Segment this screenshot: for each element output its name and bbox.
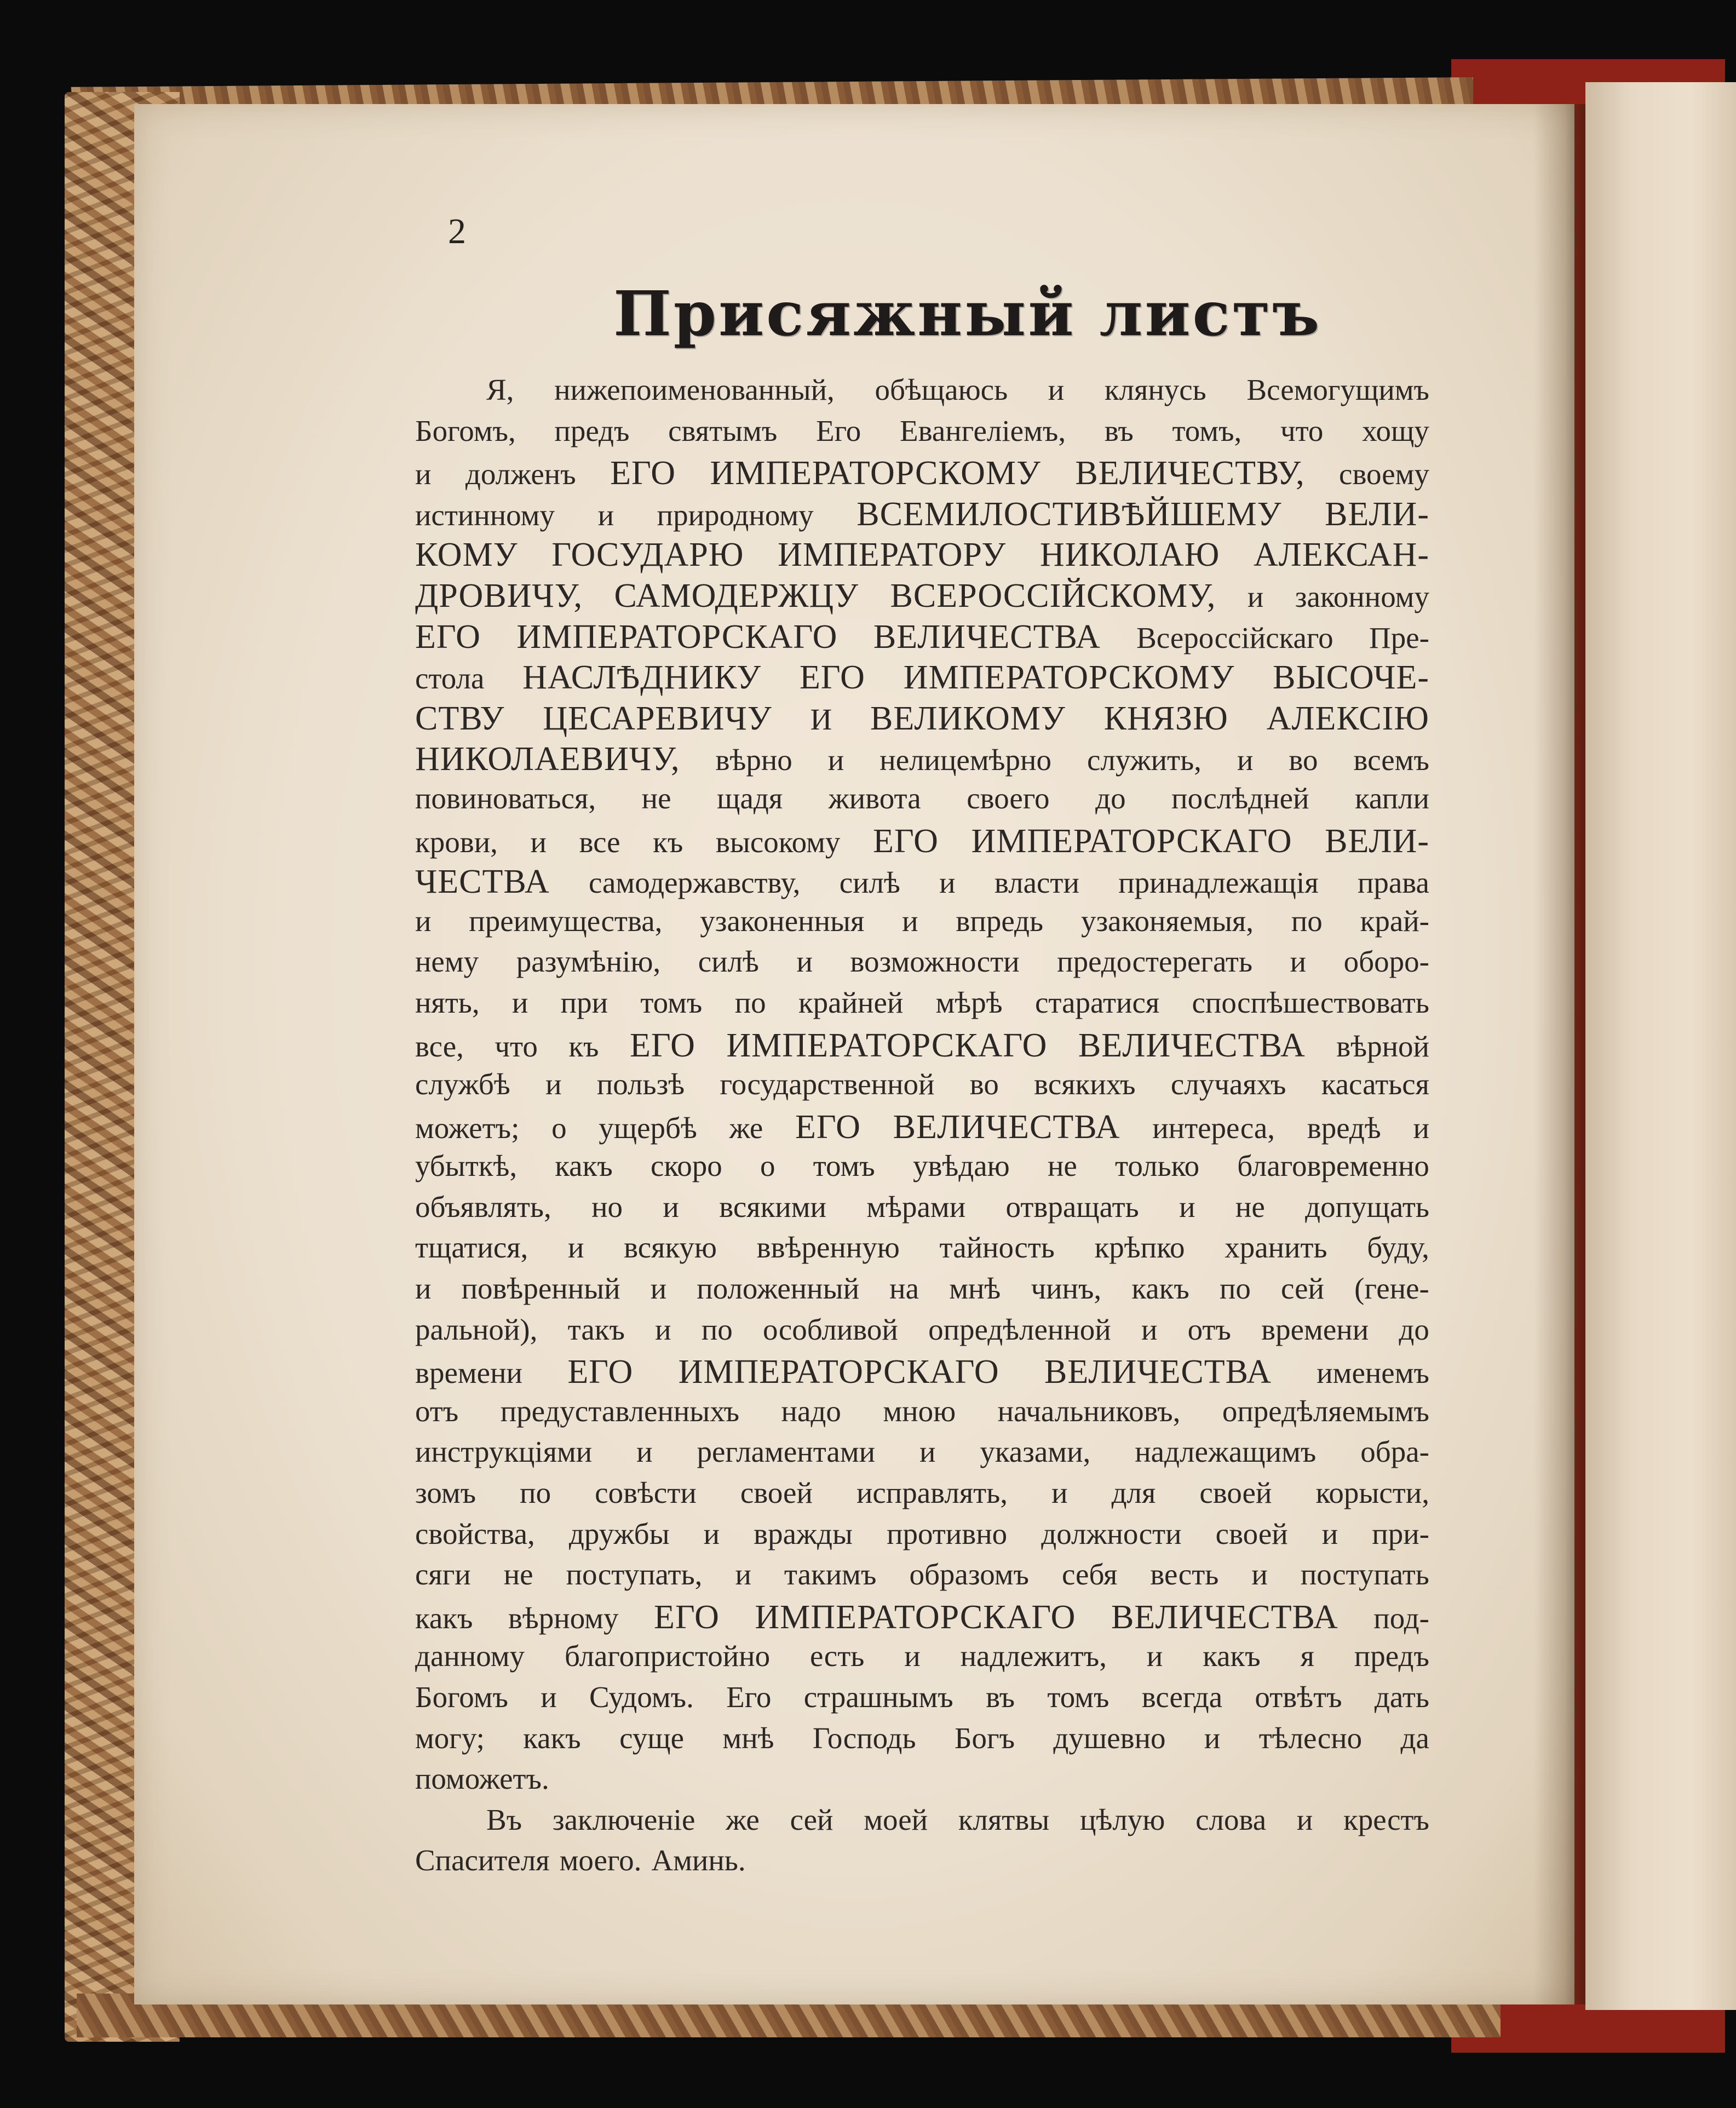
text-line: отъ предуставленныхъ надо мною начальниковъ, опредѣляемымъ bbox=[415, 1394, 1429, 1428]
text-line: тщатися, и всякую ввѣренную тайность крѣпко хранить буду, bbox=[415, 1231, 1429, 1265]
text-line: объявлять, но и всякими мѣрами отвращать и не допущать bbox=[415, 1190, 1429, 1224]
text-line: и преимущества, узаконенныя и впредь узаконяемыя, по край- bbox=[415, 904, 1429, 938]
text-line: службѣ и пользѣ государственной во всякихъ случаяхъ касаться bbox=[415, 1067, 1429, 1101]
text-line: и долженъ ЕГО ИМПЕРАТОРСКОМУ ВЕЛИЧЕСТВУ, своему bbox=[415, 455, 1429, 492]
text-line: ЕГО ИМПЕРАТОРСКАГО ВЕЛИЧЕСТВА Всероссійскаго Пре- bbox=[415, 618, 1429, 656]
text-line: крови, и все къ высокому ЕГО ИМПЕРАТОРСКАГО ВЕЛИ- bbox=[415, 822, 1429, 860]
text-line: Спасителя моего. Аминь. bbox=[415, 1843, 746, 1877]
text-line: стола НАСЛѢДНИКУ ЕГО ИМПЕРАТОРСКОМУ ВЫСОЧЕ- bbox=[415, 659, 1429, 697]
text-line: и повѣренный и положенный на мнѣ чинъ, какъ по сей (гене- bbox=[415, 1272, 1429, 1306]
text-line: сяги не поступать, и такимъ образомъ себя весть и поступать bbox=[415, 1558, 1429, 1592]
text-line: данному благопристойно есть и надлежитъ, и какъ я предъ bbox=[415, 1639, 1429, 1673]
text-line: ДРОВИЧУ, САМОДЕРЖЦУ ВСЕРОССІЙСКОМУ, и законному bbox=[415, 577, 1429, 614]
text-line: Я, нижепоименованный, обѣщаюсь и клянусь Всемогущимъ bbox=[486, 373, 1429, 406]
text-line: Богомъ, предъ святымъ Его Евангеліемъ, въ томъ, что хощу bbox=[415, 413, 1429, 447]
page-title: Присяжный листъ bbox=[613, 278, 1322, 350]
text-line: зомъ по совѣсти своей исправлять, и для своей корысти, bbox=[415, 1476, 1429, 1510]
text-line: инструкціями и регламентами и указами, надлежащимъ обра- bbox=[415, 1435, 1429, 1469]
page-number: 2 bbox=[448, 211, 466, 251]
text-line: можетъ; о ущербѣ же ЕГО ВЕЛИЧЕСТВА интереса, вредѣ и bbox=[415, 1108, 1429, 1146]
text-line: времени ЕГО ИМПЕРАТОРСКАГО ВЕЛИЧЕСТВА именемъ bbox=[415, 1353, 1429, 1391]
text-line: истинному и природному ВСЕМИЛОСТИВѢЙШЕМУ ВЕЛИ- bbox=[415, 495, 1429, 533]
text-line: нему разумѣнію, силѣ и возможности предостерегать и оборо- bbox=[415, 945, 1429, 979]
page-gutter-shadow bbox=[1533, 104, 1585, 2004]
text-line: КОМУ ГОСУДАРЮ ИМПЕРАТОРУ НИКОЛАЮ АЛЕКСАН- bbox=[415, 536, 1429, 574]
text-line: какъ вѣрному ЕГО ИМПЕРАТОРСКАГО ВЕЛИЧЕСТВА под- bbox=[415, 1598, 1429, 1636]
right-page-edge bbox=[1585, 82, 1736, 2010]
text-line: ЧЕСТВА самодержавству, силѣ и власти принадлежащія права bbox=[415, 863, 1429, 901]
oath-text bbox=[415, 372, 1429, 1884]
text-line: НИКОЛАЕВИЧУ, вѣрно и нелицемѣрно служить, и во всемъ bbox=[415, 740, 1429, 778]
text-line: свойства, дружбы и вражды противно должности своей и при- bbox=[415, 1517, 1429, 1550]
text-line: все, что къ ЕГО ИМПЕРАТОРСКАГО ВЕЛИЧЕСТВА вѣрной bbox=[415, 1026, 1429, 1064]
text-line: Богомъ и Судомъ. Его страшнымъ въ томъ всегда отвѣтъ дать bbox=[415, 1680, 1429, 1714]
text-line: СТВУ ЦЕСАРЕВИЧУ И ВЕЛИКОМУ КНЯЗЮ АЛЕКСІЮ bbox=[415, 699, 1429, 737]
text-line: убыткѣ, какъ скоро о томъ увѣдаю не только благовременно bbox=[415, 1149, 1429, 1183]
text-line: нять, и при томъ по крайней мѣрѣ старатися споспѣшествовать bbox=[415, 985, 1429, 1019]
text-line: Въ заключеніе же сей моей клятвы цѣлую слова и крестъ bbox=[486, 1802, 1429, 1836]
text-line: поможетъ. bbox=[415, 1762, 549, 1796]
text-line: могу; какъ суще мнѣ Господь Богъ душевно и тѣлесно да bbox=[415, 1721, 1429, 1755]
text-line: ральной), такъ и по особливой опредѣленной и отъ времени до bbox=[415, 1312, 1429, 1346]
text-line: повиноваться, не щадя живота своего до послѣдней капли bbox=[415, 781, 1429, 815]
